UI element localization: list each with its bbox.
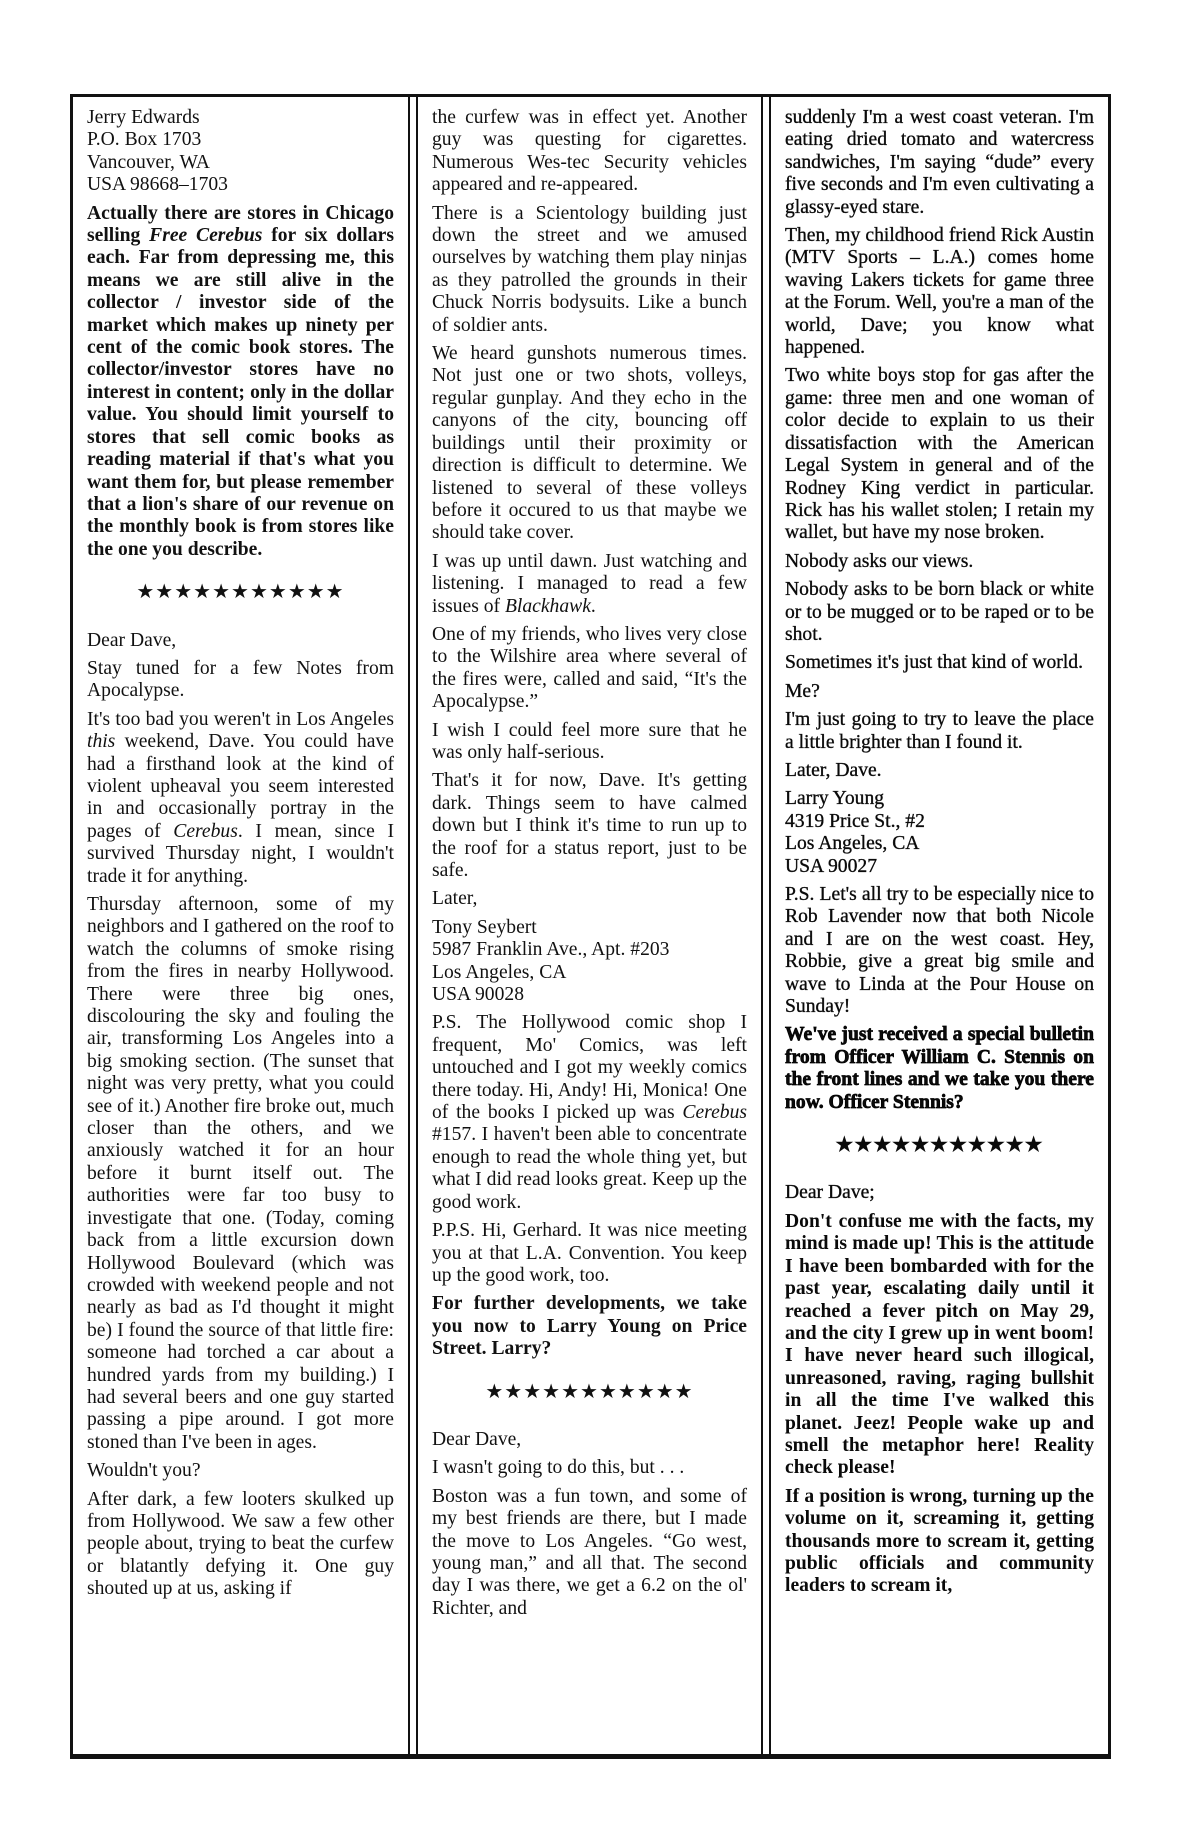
text-run: Later,	[432, 888, 478, 910]
text-run: Then, my childhood friend Rick Austin (MTV Sports – L.A.) comes home waving Lakers tickets for game three at the Forum. Well, you're a man of the world, Dave; you know what happened.	[785, 225, 1094, 359]
address-line: Tony Seybert	[432, 916, 537, 938]
text-run: Dear Dave,	[432, 1428, 522, 1450]
editorial-paragraph	[785, 1024, 1094, 1114]
address-line: Los Angeles, CA	[785, 833, 920, 855]
text-run: Two white boys stop for gas after the game: three men and one woman of color decide to explain to us their dissatisfaction with the American Legal System in general and of the Rodney King verdict in particular. Rick has his wallet stolen; I retain my wallet, but have my nose broken.	[785, 365, 1094, 544]
text-run: for six dollars each. Far from depressing me, this means we are still alive in the collector / investor side of the market which makes up ninety per cent of the comic book stores. The collector/investor stores have no interest in content; only in the dollar value. You should limit yourself to stores that sell comic books as reading material if that's what you want them for, but please remember that a lion's share of our revenue on the monthly book is from stores like the one you describe.	[87, 225, 394, 560]
text-run: Stay tuned for a few Notes from Apocalypse.	[87, 657, 394, 702]
editorial-paragraph	[785, 1211, 1094, 1480]
letters-page-frame	[70, 94, 1111, 1759]
letter-paragraph	[432, 107, 747, 197]
address-line: USA 90027	[785, 855, 877, 877]
text-run: Wouldn't you?	[87, 1460, 201, 1482]
text-run: There is a Scientology building just down the street and we amused ourselves by watching them play ninjas as they patrolled the grounds in their Chuck Norris bodysuits. Like a bunch of soldier ants.	[432, 202, 747, 336]
letter-paragraph	[785, 365, 1094, 544]
text-run: .	[590, 595, 596, 617]
text-run: Dear Dave,	[87, 629, 177, 651]
letter-paragraph	[785, 681, 1094, 703]
text-run: We heard gunshots numerous times. Not just one or two shots, volleys, regular gunplay. And they echo in the canyons of the city, bouncing off buildings until their proximity or direction is difficult to determine. We listened to several of these volleys before it occured to us that maybe we should take cover.	[432, 343, 747, 544]
text-run: After dark, a few looters skulked up from Hollywood. We saw a few other people about, trying to beat the curfew or blatantly defying it. One guy shouted up at us, asking if	[87, 1488, 394, 1600]
letter-paragraph	[432, 1429, 747, 1451]
letter-paragraph	[785, 1182, 1094, 1204]
text-run: If a position is wrong, turning up the volume on it, screaming it, getting thousands more to scream it, getting public officials and community leaders to scream it,	[785, 1485, 1094, 1597]
address-block	[432, 917, 747, 1007]
address-line: 4319 Price St., #2	[785, 810, 925, 832]
text-run: That's it for now, Dave. It's getting dark. Things seem to have calmed down but I think it's time to run up to the roof for a status report, just to be safe.	[432, 770, 747, 881]
text-run: Dear Dave;	[785, 1182, 875, 1204]
address-line: Larry Young	[785, 788, 885, 810]
text-run: Later, Dave.	[785, 759, 882, 781]
letter-paragraph	[432, 203, 747, 337]
text-run: I wasn't going to do this, but . . .	[432, 1457, 685, 1479]
letter-paragraph	[785, 225, 1094, 359]
text-run: Me?	[785, 680, 820, 702]
text-run: We've just received a special bulletin from Officer William C. Stennis on the front lines and we take you there now. Officer Stennis?	[785, 1024, 1094, 1113]
star-divider: ★★★★★★★★★★★	[136, 581, 345, 604]
editorial-paragraph	[432, 1293, 747, 1360]
address-line: Los Angeles, CA	[432, 961, 567, 983]
editorial-paragraph	[87, 203, 394, 562]
italic-title: this	[87, 731, 116, 753]
letter-paragraph	[87, 709, 394, 888]
letter-paragraph	[785, 760, 1094, 782]
column-2	[416, 97, 763, 1754]
letter-paragraph	[785, 709, 1094, 754]
star-divider: ★★★★★★★★★★★	[485, 1380, 694, 1403]
text-run: . I mean, since I survived Thursday night, I wouldn't trade it for anything.	[87, 820, 394, 887]
text-run: I was up until dawn. Just watching and listening. I managed to read a few issues of	[432, 550, 747, 617]
text-run: Thursday afternoon, some of my neighbors and I gathered on the roof to watch the columns of smoke rising from the fires in nearby Hollywood. There were three big ones, discolouring the sky and fouling the air, transforming Los Angeles into a big smoking section. (The sunset that night was very pretty, what you could see of it.) Another fire broke out, much closer than the others, and we anxiously watched it for an hour before it burnt itself out. The authorities were far too busy to investigate that one. (Today, coming back from a little excursion down Hollywood Boulevard (which was crowded with weekend people and not nearly as bad as I'd thought it might be) I found the source of that little fire: someone had torched a car about a hundred yards from my building.) I had several beers and one guy started passing a pipe around. I got more stoned than I've been in ages.	[87, 894, 394, 1453]
text-run: For further developments, we take you now to Larry Young on Price Street. Larry?	[432, 1293, 747, 1360]
letter-paragraph	[432, 1486, 747, 1620]
text-run: I'm just going to try to leave the place a little brighter than I found it.	[785, 709, 1094, 753]
letter-paragraph	[785, 579, 1094, 646]
text-run: Nobody asks our views.	[785, 550, 974, 572]
star-divider: ★★★★★★★★★★★	[835, 1134, 1044, 1157]
letter-paragraph	[432, 720, 747, 765]
editorial-paragraph	[785, 1486, 1094, 1598]
letter-paragraph	[87, 1489, 394, 1601]
text-run: P.S. The Hollywood comic shop I frequent, Mo' Comics, was left untouched and I got my weekly comics there today. Hi, Andy! Hi, Monica! One of the books I picked up was	[432, 1012, 747, 1124]
letter-paragraph	[432, 1012, 747, 1214]
letter-paragraph	[432, 343, 747, 545]
address-line: Jerry Edwards	[87, 107, 200, 128]
letter-paragraph	[87, 630, 394, 652]
address-line: USA 90028	[432, 984, 524, 1006]
address-line: Vancouver, WA	[87, 151, 210, 173]
letter-paragraph	[432, 888, 747, 910]
letter-paragraph	[785, 884, 1094, 1018]
address-line: 5987 Franklin Ave., Apt. #203	[432, 939, 670, 961]
letter-paragraph	[432, 1457, 747, 1479]
letter-paragraph	[432, 551, 747, 618]
text-run: One of my friends, who lives very close to the Wilshire area where several of the fires were, called and said, “It's the Apocalypse.”	[432, 623, 747, 713]
address-block	[87, 107, 394, 197]
text-run: It's too bad you weren't in Los Angeles	[87, 708, 394, 730]
letter-paragraph	[432, 770, 747, 882]
text-run: suddenly I'm a west coast veteran. I'm eating dried tomato and watercress sandwiches, I'm saying “dude” every five seconds and I'm even cultivating a glassy-eyed stare.	[785, 107, 1094, 218]
italic-title: Blackhawk	[504, 595, 591, 617]
italic-title: Cerebus	[173, 820, 238, 842]
text-run: #157. I haven't been able to concentrate enough to read the whole thing yet, but what I did read looks great. Keep up the good work.	[432, 1124, 747, 1213]
letter-paragraph	[432, 1220, 747, 1287]
text-run: Don't confuse me with the facts, my mind is made up! This is the attitude I have been bombarded with for the past year, escalating daily until it reached a fever pitch on May 29, and the city I grew up in went boom! I have never heard such illogical, unreasoned, raving, raging bullshit in all the time I've walked this planet. Jeez! People wake up and smell the metaphor here! Reality check please!	[785, 1210, 1094, 1479]
letter-paragraph	[87, 894, 394, 1454]
italic-title: Cerebus	[682, 1102, 747, 1124]
letter-paragraph	[432, 624, 747, 714]
text-run: P.S. Let's all try to be especially nice to Rob Lavender now that both Nicole and I are on the west coast. Hey, Robbie, give a great big smile and wave to Linda at the Pour House on Sunday!	[785, 884, 1094, 1018]
text-run: Boston was a fun town, and some of my best friends are there, but I made the move to Los Angeles. “Go west, young man,” and all that. The second day I was there, we get a 6.2 on the ol' Richter, and	[432, 1485, 747, 1619]
text-run: Sometimes it's just that kind of world.	[785, 652, 1083, 674]
text-run: Actually there are stores in Chicago selling	[87, 202, 394, 247]
letter-paragraph	[785, 107, 1094, 219]
letter-paragraph	[785, 652, 1094, 674]
letter-paragraph	[87, 658, 394, 703]
italic-title: Free Cerebus	[149, 225, 263, 247]
letter-paragraph	[87, 1460, 394, 1482]
address-block	[785, 788, 1094, 878]
text-run: P.P.S. Hi, Gerhard. It was nice meeting you at that L.A. Convention. You keep up the good work, too.	[432, 1220, 747, 1286]
column-3	[769, 97, 1108, 1754]
text-run: I wish I could feel more sure that he was only half-serious.	[432, 719, 747, 763]
address-line: P.O. Box 1703	[87, 129, 202, 151]
text-run: the curfew was in effect yet. Another guy was questing for cigarettes. Numerous Wes-tec Security vehicles appeared and re-appeared.	[432, 107, 747, 196]
text-run: weekend, Dave. You could have had a firsthand look at the kind of violent upheaval you seem interested in and occasionally portray in the pages of	[87, 731, 394, 842]
address-line: USA 98668–1703	[87, 174, 228, 196]
text-run: Nobody asks to be born black or white or to be mugged or to be raped or to be shot.	[785, 579, 1094, 645]
column-1	[73, 97, 410, 1754]
letter-paragraph	[785, 551, 1094, 573]
